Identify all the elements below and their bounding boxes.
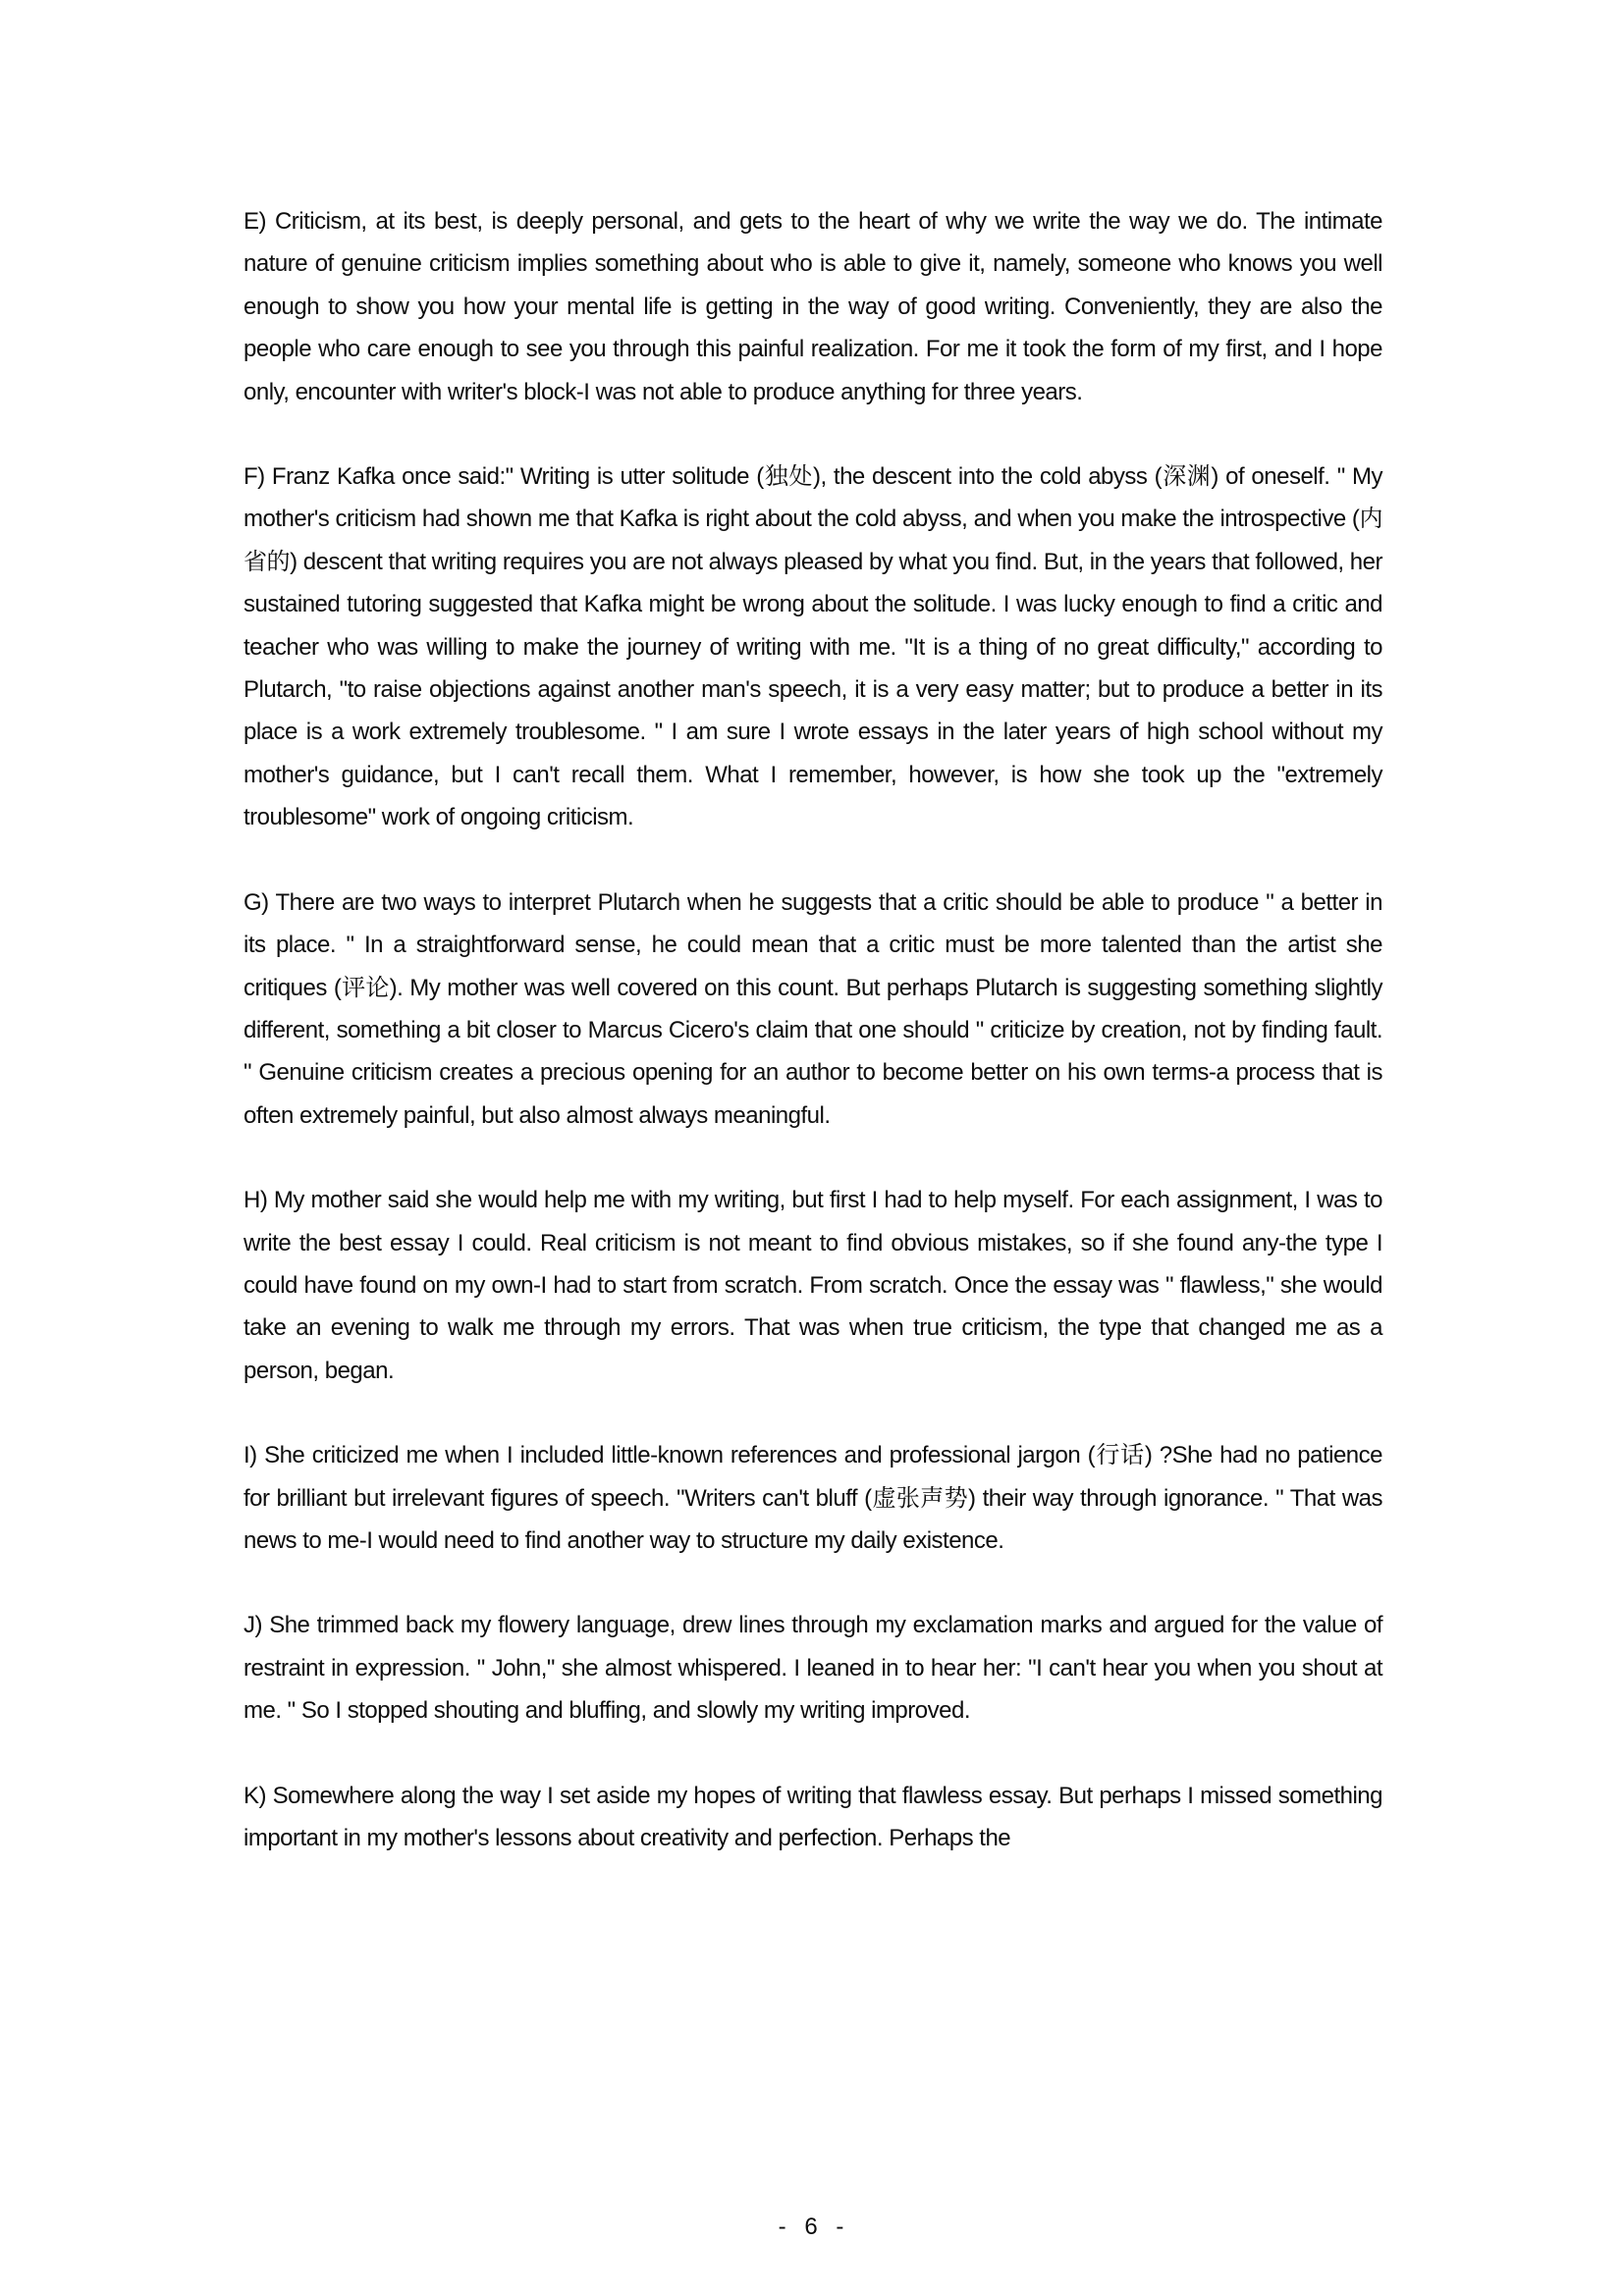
paragraph-i: I) She criticized me when I included little-known references and professional jargon (行话) ?She had no patience for brilliant but irrelevant figures of speech. "Writers can't bluff (虚张声势) their way through ignorance. " That was news to me-I would need to find another way to structure my daily existence.	[244, 1442, 1382, 1554]
paragraph-h: H) My mother said she would help me with my writing, but first I had to help myself. For each assignment, I was to write the best essay I could. Real criticism is not meant to find obvious mistakes, so if she found any-the type I could have found on my own-I had to start from scratch. From scratch. Once the essay was " flawless," she would take an evening to walk me through my errors. That was when true criticism, the type that changed me as a person, began.	[244, 1187, 1382, 1384]
paragraph-f: F) Franz Kafka once said:" Writing is utter solitude (独处), the descent into the cold abyss (深渊) of oneself. " My mother's criticism had shown me that Kafka is right about the cold abyss, and when you make the introspective (内省的) descent that writing requires you are not always pleased by what you find. But, in the years that followed, her sustained tutoring suggested that Kafka might be wrong about the solitude. I was lucky enough to find a critic and teacher who was willing to make the journey of writing with me. "It is a thing of no great difficulty," according to Plutarch, "to raise objections against another man's speech, it is a very easy matter; but to produce a better in its place is a work extremely troublesome. " I am sure I wrote essays in the later years of high school without my mother's guidance, but I can't recall them. What I remember, however, is how she took up the "extremely troublesome" work of ongoing criticism.	[244, 463, 1382, 831]
paragraph-g: G) There are two ways to interpret Plutarch when he suggests that a critic should be able to produce " a better in its place. " In a straightforward sense, he could mean that a critic must be more talented than the artist she critiques (评论). My mother was well covered on this count. But perhaps Plutarch is suggesting something slightly different, something a bit closer to Marcus Cicero's claim that one should " criticize by creation, not by finding fault. " Genuine criticism creates a precious opening for an author to become better on his own terms-a process that is often extremely painful, but also almost always meaningful.	[244, 888, 1382, 1129]
page-number: - 6 -	[778, 2214, 846, 2240]
paragraph-e: E) Criticism, at its best, is deeply personal, and gets to the heart of why we write the way we do. The intimate nature of genuine criticism implies something about who is able to give it, namely, someone who knows you well enough to show you how your mental life is getting in the way of good writing. Conveniently, they are also the people who care enough to see you through this painful realization. For me it took the form of my first, and I hope only, encounter with writer's block-I was not able to produce anything for three years.	[244, 208, 1382, 405]
paragraph-j: J) She trimmed back my flowery language, drew lines through my exclamation marks and argued for the value of restraint in expression. " John," she almost whispered. I leaned in to hear her: "I can't hear you when you shout at me. " So I stopped shouting and bluffing, and slowly my writing improved.	[244, 1612, 1382, 1725]
paragraph-k: K) Somewhere along the way I set aside my hopes of writing that flawless essay. But perhaps I missed something important in my mother's lessons about creativity and perfection. Perhaps the	[244, 1782, 1382, 1851]
passage-text-block	[244, 200, 1382, 1901]
